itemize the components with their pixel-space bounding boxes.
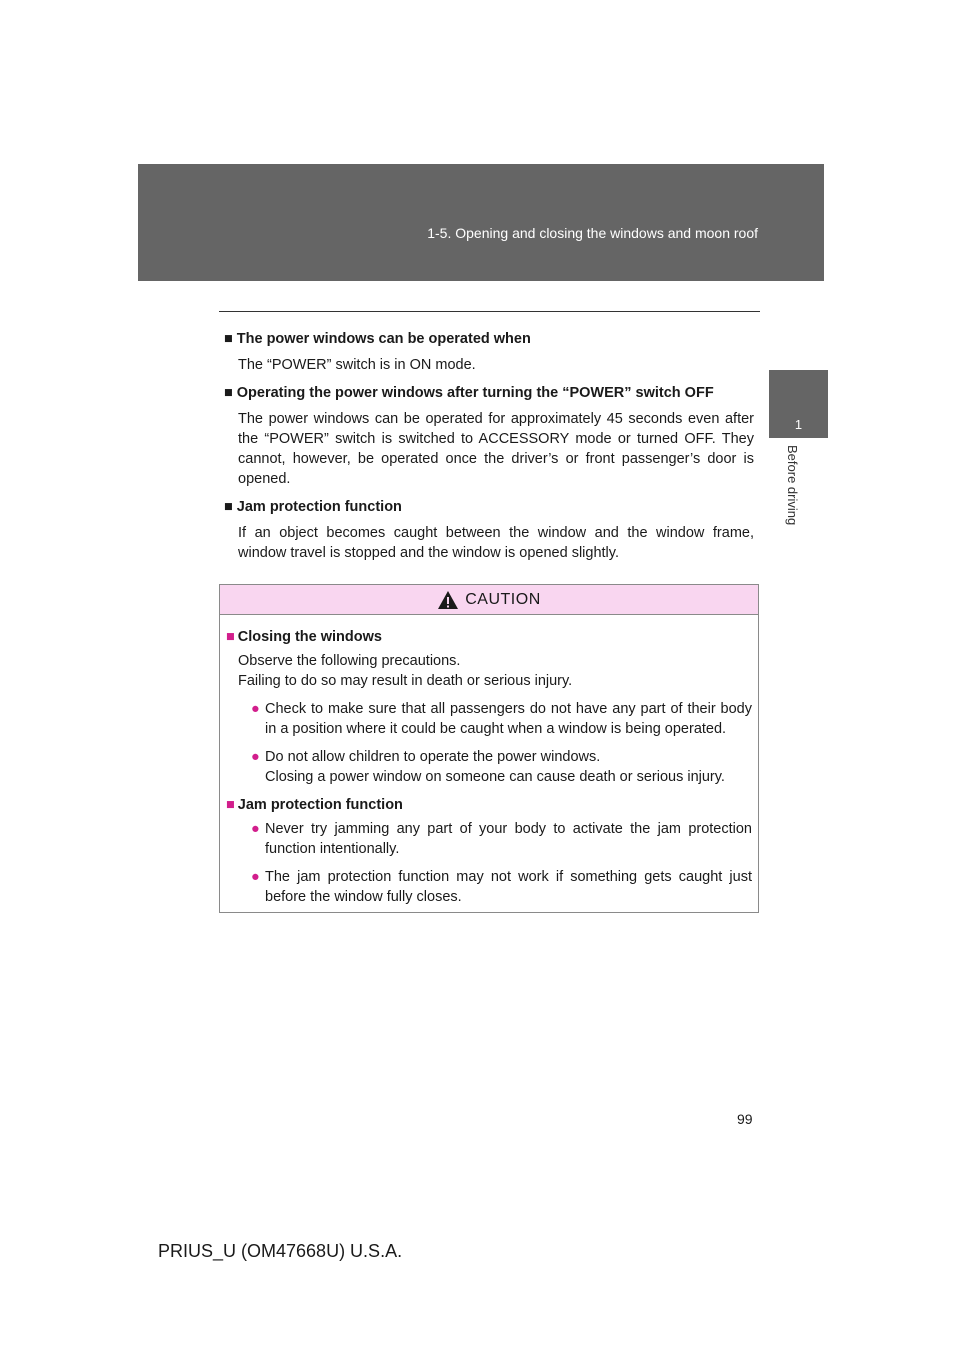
dot-icon: ● (251, 869, 260, 885)
divider (219, 311, 760, 312)
square-icon: ■ (224, 385, 233, 401)
square-icon: ■ (224, 331, 233, 347)
note-body: The power windows can be operated for approximately 45 seconds even after the “POWER” switch is switched to ACCESSORY mode or turned OFF. They cannot, however, be operated once the driver’s or front passenger’s door is opened. (238, 411, 754, 487)
caution-header (220, 585, 758, 615)
caution-bullet: ● Check to make sure that all passengers do not have any part of their body in a position where it could be caught when a window is being operated. (251, 701, 752, 737)
caution-box (219, 584, 759, 913)
caution-bullet: ● Never try jamming any part of your body to activate the jam protection function intentionally. (251, 821, 752, 857)
page-number: 99 (737, 1111, 753, 1127)
caution-bullet: ● The jam protection function may not work if something gets caught just before the window fully closes. (251, 869, 752, 905)
dot-icon: ● (251, 821, 260, 837)
chapter-number: 1 (794, 417, 803, 432)
note-body: The “POWER” switch is in ON mode. (238, 357, 476, 373)
caution-title: CAUTION (465, 590, 541, 608)
caution-bullet: ● Do not allow children to operate the power windows. Closing a power window on someone can cause death or serious injury. (251, 749, 725, 785)
header-band (138, 164, 824, 281)
note-body: If an object becomes caught between the window and the window frame, window travel is stopped and the window is opened slightly. (238, 525, 754, 561)
note-heading: ■ The power windows can be operated when (224, 331, 531, 347)
section-title: 1-5. Opening and closing the windows and moon roof (427, 225, 758, 241)
caution-section-heading: ■ Jam protection function (226, 797, 403, 813)
dot-icon: ● (251, 701, 260, 717)
chapter-tab (769, 370, 828, 438)
chapter-label: Before driving (785, 445, 800, 526)
square-icon: ■ (226, 797, 235, 813)
footer-model: PRIUS_U (OM47668U) U.S.A. (158, 1241, 403, 1261)
square-icon: ■ (226, 629, 235, 645)
square-icon: ■ (224, 499, 233, 515)
note-heading: ■ Jam protection function (224, 499, 402, 515)
caution-section-heading: ■ Closing the windows (226, 629, 382, 645)
note-heading: ■ Operating the power windows after turning the “POWER” switch OFF (224, 385, 714, 401)
notes (224, 329, 754, 571)
caution-intro: Observe the following precautions. Failing to do so may result in death or serious injury. (238, 653, 573, 689)
warning-icon (437, 590, 459, 610)
dot-icon: ● (251, 749, 260, 765)
